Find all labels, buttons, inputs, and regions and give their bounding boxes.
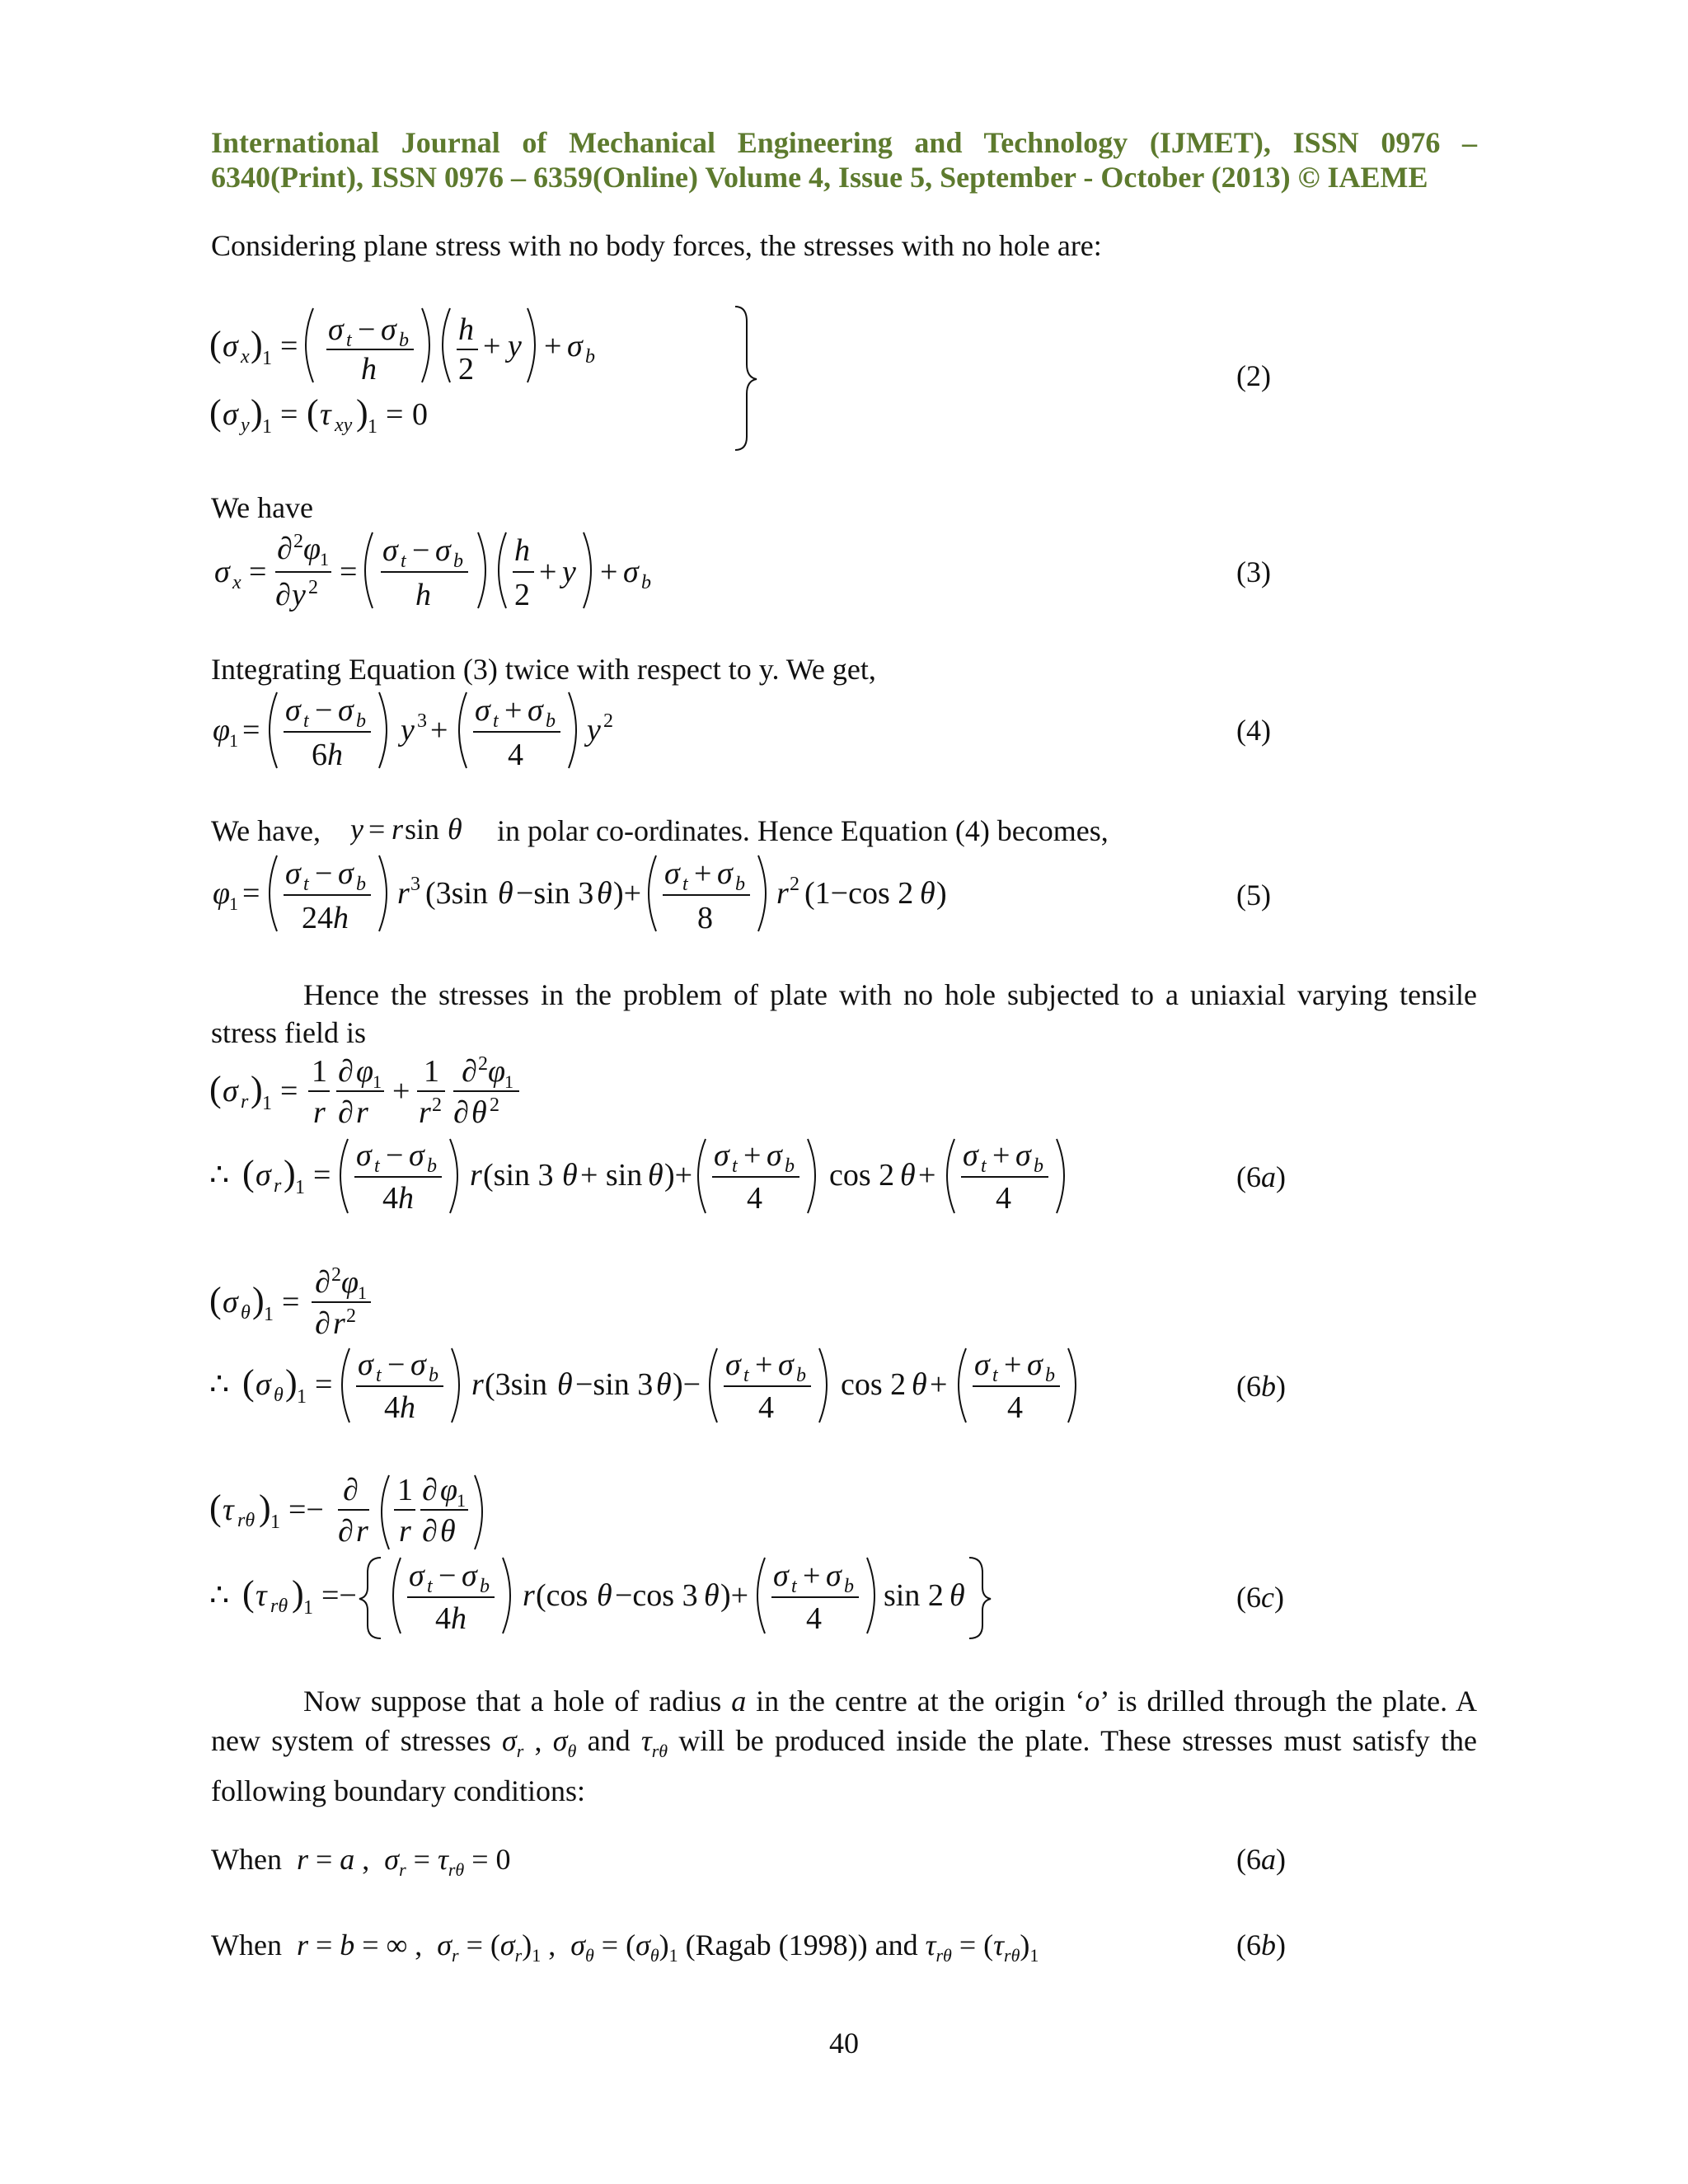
svg-text:θ: θ xyxy=(557,1367,573,1402)
svg-text:r: r xyxy=(356,1095,368,1130)
svg-text:)+: )+ xyxy=(613,876,642,911)
equation-number-7b: (6b) xyxy=(1236,1929,1286,1961)
svg-text:+: + xyxy=(743,1138,762,1173)
polar-text-a: We have, xyxy=(211,814,321,847)
svg-text:τ: τ xyxy=(223,1493,234,1527)
svg-text:4: 4 xyxy=(508,738,523,772)
svg-text:b: b xyxy=(427,1155,437,1177)
svg-text:1: 1 xyxy=(303,1597,313,1619)
svg-text:σ: σ xyxy=(409,1558,424,1593)
svg-text:t: t xyxy=(992,1365,998,1386)
svg-text:σ: σ xyxy=(475,693,490,728)
svg-text:h: h xyxy=(514,533,530,568)
hole-paragraph: Now suppose that a hole of radius a in the centre at the origin ‘o’ is drilled through the plate. A new system of stresses $\sigma_r$ , $\sigma_\theta$ and $\tau_{r\theta}$ will be produced inside the plate. These stresses must satisfy the following boundary conditions: xyxy=(211,1685,1478,1808)
svg-text:4: 4 xyxy=(747,1181,762,1216)
svg-text:1: 1 xyxy=(229,893,238,914)
svg-text:cos 2: cos 2 xyxy=(841,1367,907,1402)
svg-text:θ: θ xyxy=(597,1578,612,1613)
svg-text:(: ( xyxy=(209,1488,222,1528)
svg-text:=: = xyxy=(280,1074,298,1108)
svg-text:y: y xyxy=(241,415,250,436)
svg-text:t: t xyxy=(732,1155,738,1177)
equation-number-4: (4) xyxy=(1236,714,1271,747)
header-line-2: 6340(Print), ISSN 0976 – 6359(Online) Volume 4, Issue 5, September - October (2013) © IAEME xyxy=(211,161,1428,194)
svg-text:0: 0 xyxy=(412,397,428,432)
svg-text:y: y xyxy=(587,713,601,748)
svg-text:1: 1 xyxy=(262,348,272,369)
svg-text:−: − xyxy=(412,533,430,568)
svg-text:φ: φ xyxy=(440,1473,458,1507)
svg-text:1: 1 xyxy=(397,1473,413,1507)
svg-text:b: b xyxy=(1034,1155,1043,1177)
svg-text:)+: )+ xyxy=(720,1578,749,1613)
svg-text:θ: θ xyxy=(440,1514,456,1549)
svg-text:r: r xyxy=(470,1158,482,1193)
svg-text:cos 2: cos 2 xyxy=(829,1158,895,1193)
svg-text:σ: σ xyxy=(773,1558,789,1593)
svg-text:2: 2 xyxy=(490,1094,499,1116)
svg-text:σ: σ xyxy=(223,1285,238,1319)
svg-text:θ: θ xyxy=(471,1095,487,1130)
svg-text:−: − xyxy=(438,1558,457,1593)
svg-text:t: t xyxy=(682,874,688,895)
svg-text:(3sin: (3sin xyxy=(425,876,488,911)
svg-text:∴: ∴ xyxy=(209,1578,230,1613)
svg-text:φ: φ xyxy=(213,876,231,911)
svg-text:b: b xyxy=(453,551,463,572)
svg-text:∂: ∂ xyxy=(275,578,291,612)
svg-text:−sin 3: −sin 3 xyxy=(516,876,594,911)
svg-text:r: r xyxy=(313,1095,326,1130)
svg-text:): ) xyxy=(251,392,263,433)
svg-text:φ: φ xyxy=(303,532,321,566)
svg-text:): ) xyxy=(251,324,263,364)
header-line-1: International Journal of Mechanical Engineering and Technology (IJMET), ISSN 0976 – xyxy=(211,126,1477,159)
svg-text:b: b xyxy=(796,1365,806,1386)
svg-text:b: b xyxy=(735,874,745,895)
svg-text:σ: σ xyxy=(223,329,238,363)
svg-text:sin 2: sin 2 xyxy=(884,1578,944,1613)
svg-text:): ) xyxy=(356,392,368,433)
svg-text:+: + xyxy=(430,713,448,748)
svg-text:+: + xyxy=(694,856,712,891)
svg-text:σ: σ xyxy=(623,555,639,589)
svg-text:θ: θ xyxy=(274,1385,284,1406)
svg-text:y: y xyxy=(562,555,576,589)
equation-number-6a: (6a) xyxy=(1236,1160,1286,1193)
svg-text:σ: σ xyxy=(285,856,301,891)
svg-text:1: 1 xyxy=(312,1054,327,1089)
svg-text:+: + xyxy=(1004,1347,1022,1382)
equation-number-7a: (6a) xyxy=(1236,1843,1286,1876)
svg-text:b: b xyxy=(585,346,595,368)
svg-text:σ: σ xyxy=(664,856,680,891)
equation-6b xyxy=(206,1259,1154,1432)
svg-text:=: = xyxy=(313,1158,331,1193)
svg-text:r: r xyxy=(397,876,410,911)
svg-text:r: r xyxy=(274,1175,282,1197)
svg-text:σ: σ xyxy=(1015,1138,1031,1173)
polar-text-line xyxy=(211,814,1109,847)
svg-text:τ: τ xyxy=(320,397,331,432)
svg-text:3: 3 xyxy=(417,710,427,732)
svg-text:1: 1 xyxy=(262,1093,272,1114)
svg-text:2: 2 xyxy=(308,577,318,598)
svg-text:4h: 4h xyxy=(384,1390,415,1425)
svg-text:=: = xyxy=(280,329,298,363)
svg-text:2: 2 xyxy=(790,874,799,895)
svg-text:1: 1 xyxy=(270,1511,280,1533)
journal-header xyxy=(211,125,1477,194)
svg-text:σ: σ xyxy=(725,1347,741,1382)
svg-text:σ: σ xyxy=(974,1347,990,1382)
svg-text:4h: 4h xyxy=(382,1181,414,1216)
svg-text:b: b xyxy=(785,1155,795,1177)
svg-text:6h: 6h xyxy=(312,738,343,772)
svg-text:r: r xyxy=(399,1514,411,1549)
svg-text:(: ( xyxy=(209,392,222,433)
svg-text:=: = xyxy=(386,397,404,432)
svg-text:t: t xyxy=(303,710,309,732)
svg-text:σ: σ xyxy=(462,1558,477,1593)
svg-text:b: b xyxy=(429,1365,438,1386)
svg-text:x: x xyxy=(232,572,241,593)
svg-text:1: 1 xyxy=(297,1386,307,1408)
svg-text:b: b xyxy=(480,1576,490,1597)
svg-text:t: t xyxy=(981,1155,987,1177)
svg-text:σ: σ xyxy=(1027,1347,1043,1382)
svg-text:b: b xyxy=(844,1576,854,1597)
svg-text:r: r xyxy=(419,1095,431,1130)
svg-text:2: 2 xyxy=(478,1053,488,1075)
svg-text:4h: 4h xyxy=(435,1601,467,1636)
svg-text:1: 1 xyxy=(424,1054,439,1089)
svg-text:σ: σ xyxy=(717,856,733,891)
svg-text:∂: ∂ xyxy=(422,1473,438,1507)
svg-text:b: b xyxy=(641,572,651,593)
svg-text:+: + xyxy=(992,1138,1010,1173)
svg-text:∴: ∴ xyxy=(209,1158,230,1193)
svg-text:8: 8 xyxy=(697,901,713,935)
equation-3 xyxy=(206,524,948,623)
svg-text:h: h xyxy=(458,312,474,347)
svg-text:+: + xyxy=(755,1347,773,1382)
svg-text:+: + xyxy=(600,555,618,589)
equation-6a xyxy=(206,1053,1154,1218)
svg-text:∂: ∂ xyxy=(338,1095,354,1130)
svg-text:φ: φ xyxy=(488,1054,506,1089)
svg-text:3: 3 xyxy=(410,874,420,895)
svg-text:1: 1 xyxy=(295,1177,305,1198)
svg-text:=: = xyxy=(282,1285,300,1319)
svg-text:∂: ∂ xyxy=(422,1514,438,1549)
svg-text:σ: σ xyxy=(435,533,451,568)
svg-text:∂: ∂ xyxy=(277,532,293,566)
svg-text:∂: ∂ xyxy=(338,1514,354,1549)
svg-text:2: 2 xyxy=(603,710,613,732)
equation-4 xyxy=(206,686,948,785)
svg-text:4: 4 xyxy=(758,1390,774,1425)
svg-text:(: ( xyxy=(209,1280,222,1320)
svg-text:): ) xyxy=(284,1153,296,1193)
svg-text:θ: θ xyxy=(900,1158,916,1193)
svg-text:−: − xyxy=(387,1347,406,1382)
svg-text:t: t xyxy=(303,874,309,895)
svg-text:t: t xyxy=(743,1365,749,1386)
svg-text:σ: σ xyxy=(256,1367,271,1402)
svg-text:+ sin: + sin xyxy=(580,1158,643,1193)
svg-text:τ: τ xyxy=(256,1578,267,1613)
svg-text:=: = xyxy=(280,397,298,432)
svg-text:=: = xyxy=(315,1367,333,1402)
svg-text:(: ( xyxy=(209,324,222,364)
svg-text:xy: xy xyxy=(335,415,353,436)
svg-text:=: = xyxy=(242,876,260,911)
svg-text:h: h xyxy=(361,352,377,387)
svg-text:+: + xyxy=(392,1074,410,1108)
svg-text:r: r xyxy=(471,1367,484,1402)
svg-text:2: 2 xyxy=(331,1264,341,1286)
hence-stresses-text: Hence the stresses in the problem of plate with no hole subjected to a uniaxial varying tensile stress field is xyxy=(211,978,1477,1049)
svg-text:b: b xyxy=(356,874,366,895)
svg-text:rθ: rθ xyxy=(237,1510,256,1531)
svg-text:σ: σ xyxy=(214,555,230,589)
svg-text:=: = xyxy=(368,814,386,846)
svg-text:1: 1 xyxy=(229,730,238,751)
svg-text:)−: )− xyxy=(673,1367,701,1402)
svg-text:φ: φ xyxy=(341,1265,359,1300)
svg-text:): ) xyxy=(285,1362,298,1403)
svg-text:θ: θ xyxy=(241,1302,251,1324)
svg-text:r: r xyxy=(241,1091,249,1113)
svg-text:=: = xyxy=(242,713,260,748)
equation-2 xyxy=(206,297,1030,462)
svg-text:−: − xyxy=(315,856,333,891)
svg-text:(sin 3: (sin 3 xyxy=(483,1158,554,1193)
svg-text:(: ( xyxy=(242,1573,255,1614)
polar-substitution xyxy=(350,814,474,847)
svg-text:(: ( xyxy=(242,1153,255,1193)
svg-text:+: + xyxy=(539,555,557,589)
svg-text:σ: σ xyxy=(767,1138,782,1173)
svg-text:−: − xyxy=(358,312,376,347)
svg-text:σ: σ xyxy=(381,312,396,347)
svg-text:(: ( xyxy=(307,392,319,433)
svg-text:1: 1 xyxy=(262,416,272,438)
svg-text:b: b xyxy=(546,710,556,732)
polar-text-b: in polar co-ordinates. Hence Equation (4) becomes, xyxy=(497,814,1109,847)
svg-text:σ: σ xyxy=(567,329,583,363)
svg-text:): ) xyxy=(259,1488,271,1528)
svg-text:b: b xyxy=(1045,1365,1055,1386)
svg-text:σ: σ xyxy=(528,693,543,728)
svg-text:+: + xyxy=(483,329,501,363)
svg-text:b: b xyxy=(399,330,409,351)
svg-text:1: 1 xyxy=(504,1071,513,1092)
svg-text:1: 1 xyxy=(368,416,377,438)
svg-text:4: 4 xyxy=(806,1601,822,1636)
svg-text:t: t xyxy=(376,1365,382,1386)
svg-text:φ: φ xyxy=(213,713,231,748)
svg-text:∂: ∂ xyxy=(343,1473,359,1507)
svg-text:4: 4 xyxy=(996,1181,1011,1216)
svg-text:σ: σ xyxy=(410,1347,426,1382)
svg-text:t: t xyxy=(346,330,352,351)
svg-text:−: − xyxy=(315,693,333,728)
svg-text:(3sin: (3sin xyxy=(485,1367,547,1402)
svg-text:σ: σ xyxy=(338,856,354,891)
svg-text:y: y xyxy=(350,814,364,846)
we-have-text: We have xyxy=(211,491,314,524)
svg-text:θ: θ xyxy=(950,1578,965,1613)
equation-6c xyxy=(206,1469,1154,1642)
svg-text:t: t xyxy=(427,1576,433,1597)
svg-text:σ: σ xyxy=(338,693,354,728)
svg-text:σ: σ xyxy=(714,1138,729,1173)
svg-text:θ: θ xyxy=(597,876,612,911)
svg-text:1: 1 xyxy=(264,1304,274,1325)
equation-number-6b: (6b) xyxy=(1236,1370,1286,1403)
svg-text:σ: σ xyxy=(256,1158,271,1193)
svg-text:1: 1 xyxy=(320,549,329,569)
equation-number-5: (5) xyxy=(1236,879,1271,912)
svg-text:σ: σ xyxy=(826,1558,842,1593)
svg-text:σ: σ xyxy=(223,397,238,432)
svg-text:θ: θ xyxy=(498,876,513,911)
svg-text:): ) xyxy=(251,1069,263,1109)
svg-text:b: b xyxy=(356,710,366,732)
svg-text:−: − xyxy=(386,1138,404,1173)
svg-text:σ: σ xyxy=(778,1347,794,1382)
svg-text:r: r xyxy=(333,1306,345,1341)
svg-text:=−: =− xyxy=(288,1493,324,1527)
svg-text:4: 4 xyxy=(1007,1390,1023,1425)
svg-text:1: 1 xyxy=(373,1071,382,1092)
svg-text:2: 2 xyxy=(514,578,530,612)
svg-text:y: y xyxy=(401,713,415,748)
svg-text:r: r xyxy=(523,1578,535,1613)
boundary-condition-7b: When r = b = ∞ , $\sigma_r = (\sigma_r)_1$ , $\sigma_\theta = (\sigma_\theta)_1$ (Ragab (1998)) and $\tau_{r\theta} = (\tau_{r\theta})_1$ xyxy=(211,1929,1039,1966)
hence-stresses-paragraph xyxy=(211,976,1477,1052)
svg-text:+: + xyxy=(544,329,562,363)
svg-text:∂: ∂ xyxy=(462,1054,477,1089)
svg-text:θ: θ xyxy=(562,1158,578,1193)
svg-text:∂: ∂ xyxy=(338,1054,354,1089)
svg-text:+: + xyxy=(918,1158,936,1193)
svg-text:+: + xyxy=(930,1367,948,1402)
svg-text:x: x xyxy=(241,346,250,368)
svg-text:−sin 3: −sin 3 xyxy=(575,1367,654,1402)
svg-text:=: = xyxy=(249,555,267,589)
svg-text:): ) xyxy=(292,1573,304,1614)
integrating-text: Integrating Equation (3) twice with respect to y. We get, xyxy=(211,653,876,686)
svg-text:24h: 24h xyxy=(302,901,349,935)
svg-text:h: h xyxy=(415,578,431,612)
svg-text:2: 2 xyxy=(293,531,303,552)
page-number: 40 xyxy=(829,2027,859,2060)
equation-5 xyxy=(206,849,1113,948)
svg-text:t: t xyxy=(374,1155,380,1177)
svg-text:σ: σ xyxy=(963,1138,978,1173)
svg-text:∂: ∂ xyxy=(315,1306,331,1341)
svg-text:2: 2 xyxy=(432,1094,442,1116)
svg-text:r: r xyxy=(392,814,404,846)
svg-text:+: + xyxy=(803,1558,821,1593)
svg-text:t: t xyxy=(791,1576,797,1597)
svg-text:θ: θ xyxy=(448,814,462,846)
svg-text:(cos: (cos xyxy=(536,1578,588,1613)
svg-text:+: + xyxy=(504,693,523,728)
svg-text:σ: σ xyxy=(285,693,301,728)
svg-text:σ: σ xyxy=(409,1138,424,1173)
svg-text:σ: σ xyxy=(358,1347,373,1382)
equation-number-3: (3) xyxy=(1236,555,1271,588)
svg-text:sin: sin xyxy=(405,814,440,846)
svg-text:t: t xyxy=(401,551,406,572)
svg-text:σ: σ xyxy=(328,312,344,347)
svg-text:σ: σ xyxy=(382,533,398,568)
svg-text:φ: φ xyxy=(356,1054,374,1089)
svg-text:r: r xyxy=(356,1514,368,1549)
svg-text:∴: ∴ xyxy=(209,1367,230,1402)
svg-text:t: t xyxy=(493,710,499,732)
svg-text:=: = xyxy=(340,555,358,589)
equation-number-2: (2) xyxy=(1236,359,1271,392)
svg-text:(1−cos 2: (1−cos 2 xyxy=(804,876,914,911)
svg-text:σ: σ xyxy=(223,1074,238,1108)
svg-text:θ: θ xyxy=(704,1578,720,1613)
svg-text:y: y xyxy=(292,578,306,612)
svg-text:θ: θ xyxy=(656,1367,672,1402)
svg-text:−cos 3: −cos 3 xyxy=(615,1578,698,1613)
svg-text:): ) xyxy=(936,876,947,911)
svg-text:)+: )+ xyxy=(664,1158,693,1193)
svg-text:θ: θ xyxy=(912,1367,927,1402)
svg-text:∂: ∂ xyxy=(315,1265,331,1300)
svg-text:∂: ∂ xyxy=(453,1095,469,1130)
svg-text:θ: θ xyxy=(648,1158,663,1193)
svg-text:θ: θ xyxy=(920,876,935,911)
svg-text:2: 2 xyxy=(346,1305,356,1327)
boundary-condition-7a: When r = a , $\sigma_r = \tau_{r\theta} = 0$ xyxy=(211,1843,511,1881)
svg-text:1: 1 xyxy=(358,1282,367,1303)
svg-text:(: ( xyxy=(242,1362,255,1403)
svg-text:(: ( xyxy=(209,1069,222,1109)
svg-text:σ: σ xyxy=(356,1138,372,1173)
svg-text:1: 1 xyxy=(457,1490,466,1511)
svg-text:r: r xyxy=(776,876,789,911)
svg-text:rθ: rθ xyxy=(270,1596,288,1617)
svg-text:=−: =− xyxy=(321,1578,357,1613)
intro-text: Considering plane stress with no body forces, the stresses with no hole are: xyxy=(211,229,1102,262)
svg-text:2: 2 xyxy=(458,352,474,387)
svg-text:): ) xyxy=(252,1280,265,1320)
equation-number-6c: (6c) xyxy=(1236,1581,1284,1614)
svg-text:y: y xyxy=(508,329,522,363)
